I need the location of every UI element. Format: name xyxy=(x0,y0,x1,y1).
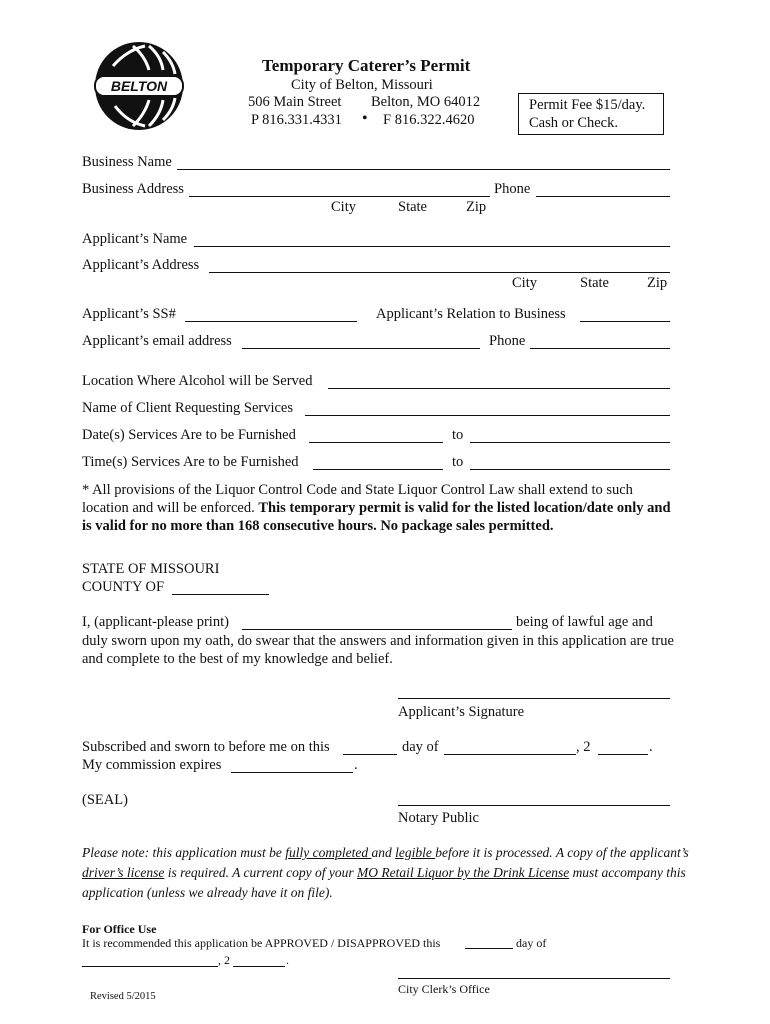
seal-label: (SEAL) xyxy=(82,792,128,808)
applicant-address-field[interactable] xyxy=(209,272,670,273)
date-to-field[interactable] xyxy=(470,442,670,443)
fee-line-2: Cash or Check. xyxy=(529,115,618,131)
times-to-label: to xyxy=(452,454,464,470)
note-drivers-license: driver’s license xyxy=(82,865,165,880)
office-day-of-text: day of xyxy=(516,936,547,950)
fax-number: F 816.322.4620 xyxy=(383,112,475,128)
applicant-signature-field[interactable] xyxy=(398,698,670,699)
provisions-paragraph xyxy=(82,481,682,535)
business-state-label: State xyxy=(398,199,427,215)
city-clerk-label: City Clerk’s Office xyxy=(398,982,490,996)
phone-number: P 816.331.4331 xyxy=(251,112,342,128)
revised-date: Revised 5/2015 xyxy=(90,991,156,1002)
business-zip-label: Zip xyxy=(466,199,487,215)
commission-field[interactable] xyxy=(231,772,353,773)
business-phone-field[interactable] xyxy=(536,196,670,197)
sworn-year-field[interactable] xyxy=(598,754,648,755)
city-state-zip: Belton, MO 64012 xyxy=(371,94,481,110)
oath-text: duly sworn upon my oath, do swear that the answers and information given in this application are true and complete to the best of my knowledge and belief. xyxy=(82,633,674,667)
sworn-day-of-text: day of xyxy=(402,739,439,755)
fee-line-1: Permit Fee $15/day. xyxy=(529,97,646,113)
applicant-ss-field[interactable] xyxy=(185,321,357,322)
applicant-print-field[interactable] xyxy=(242,629,512,630)
applicant-state-label: State xyxy=(580,275,609,291)
county-field[interactable] xyxy=(172,594,269,595)
note-legible: legible xyxy=(395,845,436,860)
commission-label: My commission expires xyxy=(82,757,222,773)
county-label: COUNTY OF xyxy=(82,579,165,595)
provisions-bold-text: This temporary permit is valid for the listed location/date only and is valid for no more than 168 consecutive hours. No package sales permitted. xyxy=(82,500,671,534)
form-title: Temporary Caterer’s Permit xyxy=(262,56,471,75)
notary-signature-field[interactable] xyxy=(398,805,670,806)
applicant-address-label: Applicant’s Address xyxy=(82,257,200,273)
business-city-label: City xyxy=(331,199,356,215)
applicant-city-label: City xyxy=(512,275,537,291)
relation-label: Applicant’s Relation to Business xyxy=(376,306,566,322)
client-field[interactable] xyxy=(305,415,670,416)
office-recommendation-text: It is recommended this application be APPROVED / DISAPPROVED this xyxy=(82,936,441,950)
applicant-zip-label: Zip xyxy=(647,275,668,291)
times-label: Time(s) Services Are to be Furnished xyxy=(82,454,299,470)
office-use-heading: For Office Use xyxy=(82,922,157,936)
lawful-age-text: being of lawful age and xyxy=(516,614,653,630)
note-mo-license: MO Retail Liquor by the Drink License xyxy=(356,865,570,880)
sworn-period: . xyxy=(649,739,653,755)
date-from-field[interactable] xyxy=(309,442,443,443)
sworn-year-prefix: , 2 xyxy=(576,739,591,755)
application-note xyxy=(82,843,692,903)
applicant-print-label: I, (applicant-please print) xyxy=(82,614,229,630)
applicant-signature-label: Applicant’s Signature xyxy=(398,704,525,720)
business-name-field[interactable] xyxy=(177,169,670,170)
street-address: 506 Main Street xyxy=(248,94,342,110)
email-field[interactable] xyxy=(242,348,480,349)
client-label: Name of Client Requesting Services xyxy=(82,400,294,416)
bullet: • xyxy=(362,110,368,127)
state-label: STATE OF MISSOURI xyxy=(82,561,220,577)
note-fully-completed: fully completed xyxy=(285,845,372,860)
business-address-label: Business Address xyxy=(82,181,184,197)
dates-to-label: to xyxy=(452,427,464,443)
applicant-phone-field[interactable] xyxy=(530,348,670,349)
city-line: City of Belton, Missouri xyxy=(291,77,433,93)
commission-period: . xyxy=(354,757,358,773)
note-text-3: is required. A current copy of your xyxy=(164,865,357,880)
dates-label: Date(s) Services Are to be Furnished xyxy=(82,427,296,443)
business-name-label: Business Name xyxy=(82,154,172,170)
sworn-month-field[interactable] xyxy=(444,754,576,755)
applicant-phone-label: Phone xyxy=(489,333,526,349)
office-year-field[interactable] xyxy=(233,966,285,967)
svg-text:BELTON: BELTON xyxy=(110,78,168,94)
note-text-2: before it is processed. A copy of the applicant’s xyxy=(435,845,689,860)
note-text-1: Please note: this application must be xyxy=(82,845,286,860)
city-clerk-signature-field[interactable] xyxy=(398,978,670,979)
applicant-ss-label: Applicant’s SS# xyxy=(82,306,176,322)
relation-field[interactable] xyxy=(580,321,670,322)
notary-public-label: Notary Public xyxy=(398,810,479,826)
office-period: . xyxy=(286,953,289,967)
business-phone-label: Phone xyxy=(494,181,531,197)
sworn-day-field[interactable] xyxy=(343,754,397,755)
email-label: Applicant’s email address xyxy=(82,333,232,349)
location-label: Location Where Alcohol will be Served xyxy=(82,373,313,389)
time-from-field[interactable] xyxy=(313,469,443,470)
time-to-field[interactable] xyxy=(470,469,670,470)
note-and: and xyxy=(371,845,396,860)
office-year-prefix: , 2 xyxy=(218,953,230,967)
location-field[interactable] xyxy=(328,388,670,389)
applicant-name-field[interactable] xyxy=(194,246,670,247)
office-month-field[interactable] xyxy=(82,966,218,967)
permit-fee-box xyxy=(518,93,664,135)
belton-logo xyxy=(93,40,185,132)
provisions-text: * All provisions of the Liquor Control Code and State Liquor Control Law shall extend to such location and will be enforced. xyxy=(82,482,633,516)
applicant-name-label: Applicant’s Name xyxy=(82,231,188,247)
note-text-4: must accompany this application (unless we already have it on file). xyxy=(82,865,686,900)
subscribed-text: Subscribed and sworn to before me on this xyxy=(82,739,330,755)
business-address-field[interactable] xyxy=(189,196,490,197)
office-day-field[interactable] xyxy=(465,948,513,949)
